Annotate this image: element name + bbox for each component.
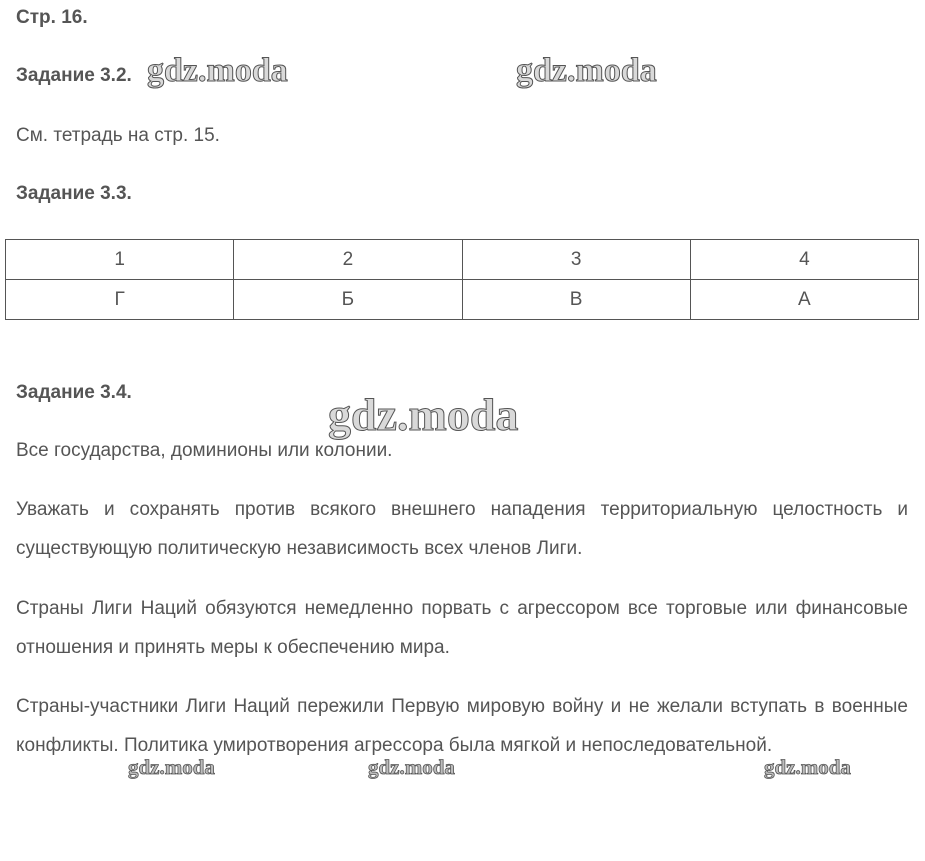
task-3-3-heading: Задание 3.3. (16, 183, 132, 204)
table-cell: 1 (6, 240, 234, 280)
table-cell: Б (234, 280, 462, 320)
table-cell: 3 (462, 240, 690, 280)
watermark: gdz.moda (328, 389, 519, 440)
page-label: Стр. 16. (16, 7, 88, 28)
watermark: gdz.moda (516, 52, 657, 89)
task-3-4-paragraph: Страны-участники Лиги Наций пережили Первую мировую войну и не желали вступать в военные конфликты. Политика умиротворения агрессора была мягкой и непоследовательной. (16, 696, 908, 756)
table-cell: Г (6, 280, 234, 320)
task-3-2-text: См. тетрадь на стр. 15. (16, 125, 220, 146)
table-cell: 2 (234, 240, 462, 280)
task-3-2-heading: Задание 3.2. (16, 65, 132, 86)
watermark: gdz.moda (147, 52, 288, 89)
table-cell: А (690, 280, 918, 320)
watermark: gdz.moda (764, 755, 851, 779)
task-3-4-paragraph: Все государства, доминионы или колонии. (16, 440, 393, 461)
table-cell: 4 (690, 240, 918, 280)
answers-table (5, 239, 919, 320)
task-3-4-paragraph: Страны Лиги Наций обязуются немедленно порвать с агрессором все торговые или финансовые отношения и принять меры к обеспечению мира. (16, 598, 908, 658)
watermark: gdz.moda (128, 755, 215, 779)
task-3-4-paragraph: Уважать и сохранять против всякого внешнего нападения территориальную целостность и существующую политическую независимость всех членов Лиги. (16, 499, 908, 559)
table-cell: В (462, 280, 690, 320)
table-row (6, 280, 919, 320)
task-3-4-heading: Задание 3.4. (16, 382, 132, 403)
table-header-row (6, 240, 919, 280)
watermark: gdz.moda (368, 755, 455, 779)
